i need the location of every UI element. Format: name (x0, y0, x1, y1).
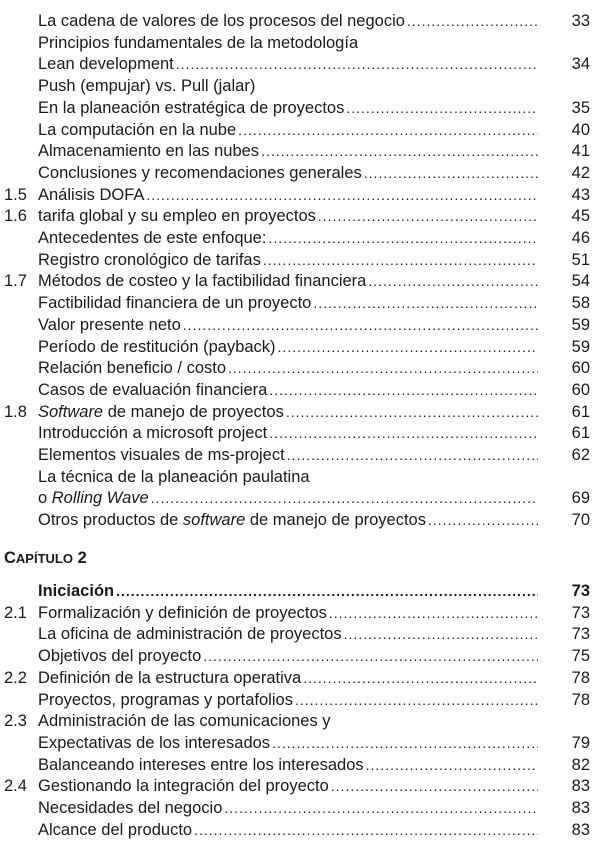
entry-title (38, 120, 236, 141)
entry-title-part: Antecedentes de este enfoque: (38, 229, 267, 247)
toc-entry (0, 120, 600, 141)
dot-leader (344, 624, 538, 645)
toc-entry (0, 293, 600, 314)
entry-title (38, 185, 144, 206)
entry-title-part: Análisis DOFA (38, 186, 145, 204)
entry-title (38, 402, 284, 423)
entry-title-part: o (38, 489, 52, 507)
dot-leader (269, 380, 538, 401)
entry-title (38, 603, 327, 624)
entry-title-part: Definición de la estructura operativa (38, 669, 302, 687)
entry-title-part: Necesidades del negocio (38, 799, 223, 817)
page-number: 34 (571, 55, 590, 73)
dot-leader (366, 755, 538, 776)
page-number: 42 (571, 164, 590, 182)
toc-entry (0, 380, 600, 401)
entry-title (38, 488, 149, 509)
entry-title-part: La oficina de administración de proyectos (38, 625, 342, 643)
entry-title-part: Balanceando intereses entre los interesados (38, 756, 364, 774)
page-number: 62 (571, 446, 590, 464)
dot-leader (331, 776, 538, 797)
entry-title-part: Principios fundamentales de la metodología (38, 34, 359, 52)
entry-title-part: Expectativas de los interesados (38, 734, 271, 752)
toc-entry (0, 690, 600, 711)
dot-leader (238, 120, 538, 141)
section-number: 1.7 (4, 272, 27, 290)
entry-title-part: de manejo de proyectos (245, 511, 426, 529)
entry-title (38, 11, 405, 32)
toc-entry (0, 733, 600, 754)
dot-leader (368, 271, 538, 292)
page-number: 78 (571, 669, 590, 687)
dot-leader (224, 798, 538, 819)
page-number: 73 (571, 625, 590, 643)
toc-entry (0, 98, 600, 119)
entry-title (38, 358, 226, 379)
toc-entry (0, 315, 600, 336)
entry-title-part: tarifa global y su empleo en proyectos (38, 207, 316, 225)
entry-title-part: Período de restitución (payback) (38, 338, 276, 356)
toc-entry (0, 337, 600, 358)
entry-title (38, 467, 310, 488)
entry-title-part: Objetivos del proyecto (38, 647, 202, 665)
dot-leader (364, 163, 538, 184)
section-number: 2.4 (4, 777, 27, 795)
entry-title-part: Almacenamiento en las nubes (38, 142, 260, 160)
toc-entry (0, 423, 600, 444)
page-number: 73 (571, 604, 590, 622)
entry-title (38, 423, 267, 444)
page-number: 75 (571, 647, 590, 665)
page-number: 46 (571, 229, 590, 247)
chapter-label-initial: C (4, 549, 16, 567)
entry-title-part: Elementos visuales de ms-project (38, 446, 285, 464)
entry-title (38, 141, 259, 162)
toc-entry (0, 603, 600, 624)
entry-title-part: Iniciación (38, 582, 115, 600)
page-number: 54 (571, 272, 590, 290)
toc-entry (0, 76, 600, 97)
dot-leader (194, 820, 538, 841)
toc-entry (0, 581, 600, 602)
page-number: 61 (571, 424, 590, 442)
entry-title (38, 76, 255, 97)
page-number: 33 (571, 12, 590, 30)
dot-leader (313, 293, 538, 314)
entry-title-part: Otros productos de (38, 511, 183, 529)
page-number: 82 (571, 756, 590, 774)
toc-entry (0, 668, 600, 689)
dot-leader (329, 603, 538, 624)
page-number: 78 (571, 691, 590, 709)
entry-title (38, 380, 267, 401)
entry-title-part: Lean development (38, 55, 174, 73)
dot-leader (228, 358, 538, 379)
page-number: 35 (571, 99, 590, 117)
dot-leader (295, 690, 538, 711)
page-number: 70 (571, 511, 590, 529)
dot-leader (346, 98, 538, 119)
page-number: 59 (571, 338, 590, 356)
toc-entry (0, 141, 600, 162)
section-number: 2.3 (4, 712, 27, 730)
entry-title (38, 54, 174, 75)
entry-title (38, 755, 364, 776)
toc-entry (0, 228, 600, 249)
entry-title-part: Registro cronológico de tarifas (38, 251, 261, 269)
dot-leader (269, 423, 538, 444)
entry-title (38, 315, 181, 336)
entry-title (38, 337, 276, 358)
toc-entry (0, 163, 600, 184)
page-number: 69 (571, 489, 590, 507)
page-number: 60 (571, 359, 590, 377)
entry-title (38, 646, 201, 667)
entry-title-part: Administración de las comunicaciones y (38, 712, 331, 730)
entry-title-part: Rolling Wave (51, 489, 149, 507)
entry-title-part: Formalización y definición de proyectos (38, 604, 327, 622)
entry-title-part: En la planeación estratégica de proyectos (38, 99, 345, 117)
entry-title (38, 581, 114, 602)
entry-title-part: Push (empujar) vs. Pull (jalar) (38, 77, 256, 95)
page-number: 73 (571, 582, 590, 600)
entry-title (38, 668, 301, 689)
page-number: 83 (571, 777, 590, 795)
dot-leader (151, 488, 538, 509)
section-number: 1.6 (4, 207, 27, 225)
entry-title-part: Gestionando la integración del proyecto (38, 777, 329, 795)
dot-leader (263, 250, 538, 271)
entry-title (38, 271, 366, 292)
page-number: 40 (571, 121, 590, 139)
dot-leader (318, 206, 538, 227)
toc-entry (0, 54, 600, 75)
dot-leader (278, 337, 538, 358)
entry-title (38, 690, 293, 711)
entry-title-part: de manejo de proyectos (103, 403, 284, 421)
page-number: 79 (571, 734, 590, 752)
dot-leader (407, 11, 538, 32)
dot-leader (287, 445, 538, 466)
toc-entry (0, 358, 600, 379)
dot-leader (286, 402, 538, 423)
dot-leader (272, 733, 538, 754)
entry-title (38, 776, 329, 797)
page-number: 58 (571, 294, 590, 312)
entry-title (38, 206, 316, 227)
dot-leader (203, 646, 538, 667)
entry-title-part: Proyectos, programas y portafolios (38, 691, 293, 709)
entry-title-part: Conclusiones y recomendaciones generales (38, 164, 362, 182)
toc-entry (0, 646, 600, 667)
entry-title (38, 293, 311, 314)
toc-entry (0, 445, 600, 466)
page-number: 59 (571, 316, 590, 334)
toc-entry (0, 11, 600, 32)
dot-leader (428, 510, 538, 531)
dot-leader (268, 228, 538, 249)
chapter-heading (4, 548, 87, 569)
entry-title (38, 250, 261, 271)
section-number: 1.5 (4, 186, 27, 204)
dot-leader (116, 581, 538, 602)
entry-title-part: Casos de evaluación financiera (38, 381, 268, 399)
dot-leader (261, 141, 538, 162)
toc-entry (0, 402, 600, 423)
dot-leader (183, 315, 538, 336)
toc-entry (0, 798, 600, 819)
toc-entry (0, 185, 600, 206)
entry-title (38, 163, 362, 184)
entry-title (38, 98, 344, 119)
entry-title-part: La computación en la nube (38, 121, 237, 139)
section-number: 2.2 (4, 669, 27, 687)
page-number: 41 (571, 142, 590, 160)
entry-title (38, 228, 266, 249)
toc-entry (0, 510, 600, 531)
toc-entry (0, 33, 600, 54)
dot-leader (303, 668, 538, 689)
toc-entry (0, 250, 600, 271)
page-number: 51 (571, 251, 590, 269)
toc-entry (0, 271, 600, 292)
toc-entry (0, 711, 600, 732)
entry-title-part: software (182, 511, 246, 529)
page-number: 45 (571, 207, 590, 225)
entry-title (38, 820, 192, 841)
toc-entry (0, 820, 600, 841)
entry-title-part: La cadena de valores de los procesos del negocio (38, 12, 405, 30)
page-number: 61 (571, 403, 590, 421)
toc-entry (0, 755, 600, 776)
entry-title (38, 733, 270, 754)
entry-title (38, 711, 331, 732)
entry-title-part: Introducción a microsoft project (38, 424, 268, 442)
section-number: 1.8 (4, 403, 27, 421)
toc-entry (0, 467, 600, 488)
page-number: 83 (571, 821, 590, 839)
toc-entry (0, 776, 600, 797)
entry-title-part: Métodos de costeo y la factibilidad financiera (38, 272, 367, 290)
entry-title (38, 33, 358, 54)
page-number: 60 (571, 381, 590, 399)
dot-leader (146, 185, 538, 206)
entry-title-part: Software (38, 403, 104, 421)
entry-title-part: La técnica de la planeación paulatina (38, 468, 310, 486)
chapter-label-rest: APÍTULO (15, 551, 73, 566)
toc-entry (0, 624, 600, 645)
entry-title-part: Factibilidad financiera de un proyecto (38, 294, 312, 312)
dot-leader (176, 54, 538, 75)
page-number: 43 (571, 186, 590, 204)
toc-entry (0, 488, 600, 509)
entry-title (38, 798, 222, 819)
section-number: 2.1 (4, 604, 27, 622)
toc-entry (0, 206, 600, 227)
entry-title (38, 624, 342, 645)
entry-title-part: Alcance del producto (38, 821, 193, 839)
entry-title (38, 445, 285, 466)
entry-title (38, 510, 426, 531)
chapter-number: 2 (72, 549, 87, 567)
entry-title-part: Valor presente neto (38, 316, 181, 334)
entry-title-part: Relación beneficio / costo (38, 359, 227, 377)
page-number: 83 (571, 799, 590, 817)
